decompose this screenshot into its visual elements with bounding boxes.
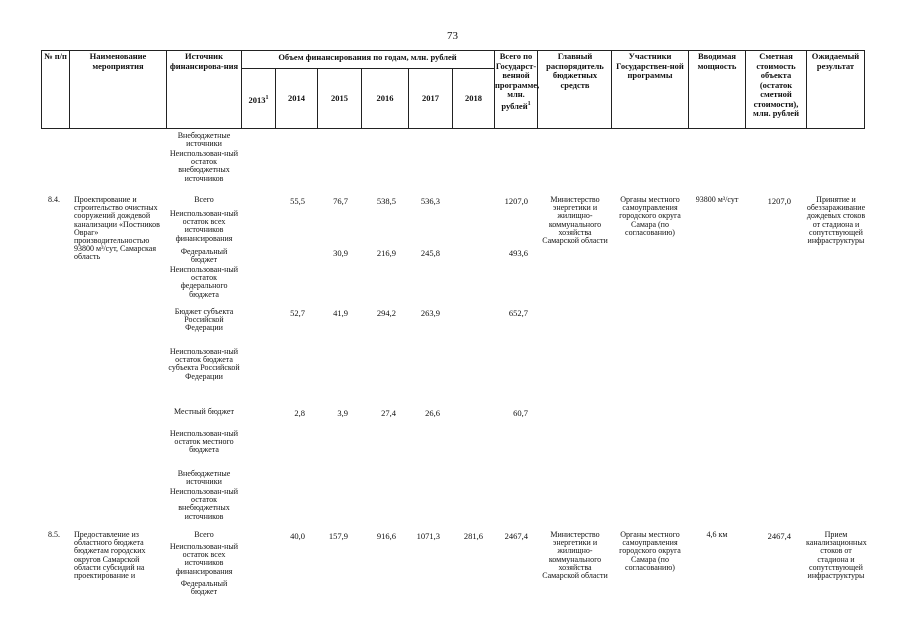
result-cell: Принятие и обеззараживание дождевых стоков от стадиона и сопутствующей инфраструктуры bbox=[806, 195, 866, 246]
source-cell: Неиспользован-ный остаток внебюджетных источников bbox=[169, 149, 239, 183]
col-line bbox=[806, 50, 807, 129]
value-2014: 52,7 bbox=[290, 308, 305, 318]
value-2016: 294,2 bbox=[376, 308, 396, 318]
source-cell: Бюджет субъекта Российской Федерации bbox=[174, 307, 234, 333]
header-year-2013: 2013$^1$ bbox=[248, 94, 269, 105]
source-cell: Неиспользован-ный остаток бюджета субъекта Российской Федерации bbox=[168, 347, 240, 381]
value-2017: 263,9 bbox=[420, 308, 440, 318]
value-2016: 216,9 bbox=[376, 248, 396, 258]
source-cell: Внебюджетные источники bbox=[177, 131, 231, 149]
capacity-cell: 4,6 км bbox=[706, 530, 728, 539]
row-title: Проектирование и строительство очистных сооружений дождевой канализации «Постников Овраг» производительностью 93800 м³/сут, Самарская область bbox=[74, 195, 160, 262]
value-2017: 1071,3 bbox=[416, 531, 440, 541]
page-number: 73 bbox=[447, 30, 458, 42]
col-line bbox=[864, 50, 865, 129]
header-source: Источник финансирова-ния bbox=[169, 51, 239, 71]
value-2017: 245,8 bbox=[420, 248, 440, 258]
header-cost: Сметная стоимость объекта (остаток сметной стоимости), млн. рублей bbox=[753, 51, 799, 118]
header-financing-group: Объем финансирования по годам, млн. рублей bbox=[278, 52, 457, 62]
manager-cell: Министерство энергетики и жилищно-коммунального хозяйства Самарской области bbox=[542, 195, 608, 246]
source-cell: Неиспользован-ный остаток федерального бюджета bbox=[169, 265, 239, 299]
participants-cell: Органы местного самоуправления городского округа Самара (по согласованию) bbox=[619, 195, 681, 237]
value-2016: 538,5 bbox=[376, 196, 396, 206]
col-line bbox=[41, 50, 42, 129]
result-cell: Прием канализационных стоков от стадиона и сопутствующей инфраструктуры bbox=[806, 530, 867, 581]
col-line bbox=[745, 50, 746, 129]
source-cell: Всего bbox=[194, 195, 214, 204]
header-year-2016: 2016 bbox=[376, 93, 394, 103]
value-2015: 30,9 bbox=[333, 248, 348, 258]
value-total: 60,7 bbox=[513, 408, 528, 418]
value-2016: 916,6 bbox=[376, 531, 396, 541]
source-cell: Неиспользован-ный остаток всех источников финансирования bbox=[169, 542, 239, 576]
source-cell: Местный бюджет bbox=[174, 407, 234, 416]
value-2015: 157,9 bbox=[328, 531, 348, 541]
header-year-2015: 2015 bbox=[331, 93, 348, 103]
header-participants: Участники Государствен-ной программы bbox=[616, 51, 684, 80]
header-total: Всего по Государст-венной программе, млн. рублей$^1$ bbox=[495, 51, 540, 111]
header-result: Ожидаемый результат bbox=[811, 51, 860, 71]
value-2014: 2,8 bbox=[294, 408, 305, 418]
value-2018: 281,6 bbox=[463, 531, 483, 541]
participants-cell: Органы местного самоуправления городского округа Самара (по согласованию) bbox=[619, 530, 681, 572]
header-num: № п/п bbox=[44, 51, 67, 61]
source-cell: Внебюджетные источники bbox=[177, 469, 231, 487]
header-manager: Главный распорядитель бюджетных средств bbox=[546, 51, 604, 90]
capacity-cell: 93800 м³/сут bbox=[695, 195, 739, 204]
cost-cell: 2467,4 bbox=[767, 531, 791, 541]
manager-cell: Министерство энергетики и жилищно-коммунального хозяйства Самарской области bbox=[542, 530, 608, 581]
source-cell: Неиспользован-ный остаток всех источников финансирования bbox=[169, 209, 239, 243]
col-line bbox=[166, 50, 167, 129]
header-name: Наименование мероприятия bbox=[89, 51, 147, 71]
row-number: 8.5. bbox=[48, 530, 60, 539]
cost-cell: 1207,0 bbox=[767, 196, 791, 206]
header-capacity: Вводимая мощность bbox=[697, 51, 737, 71]
value-total: 1207,0 bbox=[504, 196, 528, 206]
value-total: 2467,4 bbox=[504, 531, 528, 541]
source-cell: Федеральный бюджет bbox=[180, 579, 228, 597]
value-total: 652,7 bbox=[508, 308, 528, 318]
col-line bbox=[611, 50, 612, 129]
table-border-top bbox=[41, 50, 864, 51]
value-2015: 3,9 bbox=[337, 408, 348, 418]
header-year-2017: 2017 bbox=[422, 93, 439, 103]
source-cell: Федеральный бюджет bbox=[180, 247, 228, 265]
row-title: Предоставление из областного бюджета бюджетам городских округов Самарской области субсидий на проектирование и bbox=[74, 530, 146, 581]
value-2014: 55,5 bbox=[290, 196, 305, 206]
value-2017: 26,6 bbox=[425, 408, 440, 418]
financing-subheader-line bbox=[241, 68, 494, 69]
source-cell: Всего bbox=[194, 530, 214, 539]
source-cell: Неиспользован-ный остаток внебюджетных источников bbox=[169, 487, 239, 521]
header-year-2018: 2018 bbox=[465, 93, 482, 103]
value-2015: 76,7 bbox=[333, 196, 348, 206]
value-2017: 536,3 bbox=[420, 196, 440, 206]
value-2016: 27,4 bbox=[381, 408, 396, 418]
row-number: 8.4. bbox=[48, 195, 60, 204]
source-cell: Неиспользован-ный остаток местного бюджета bbox=[169, 429, 239, 455]
value-2014: 40,0 bbox=[290, 531, 305, 541]
value-2015: 41,9 bbox=[333, 308, 348, 318]
header-year-2014: 2014 bbox=[288, 93, 305, 103]
value-total: 493,6 bbox=[508, 248, 528, 258]
col-line bbox=[69, 50, 70, 129]
